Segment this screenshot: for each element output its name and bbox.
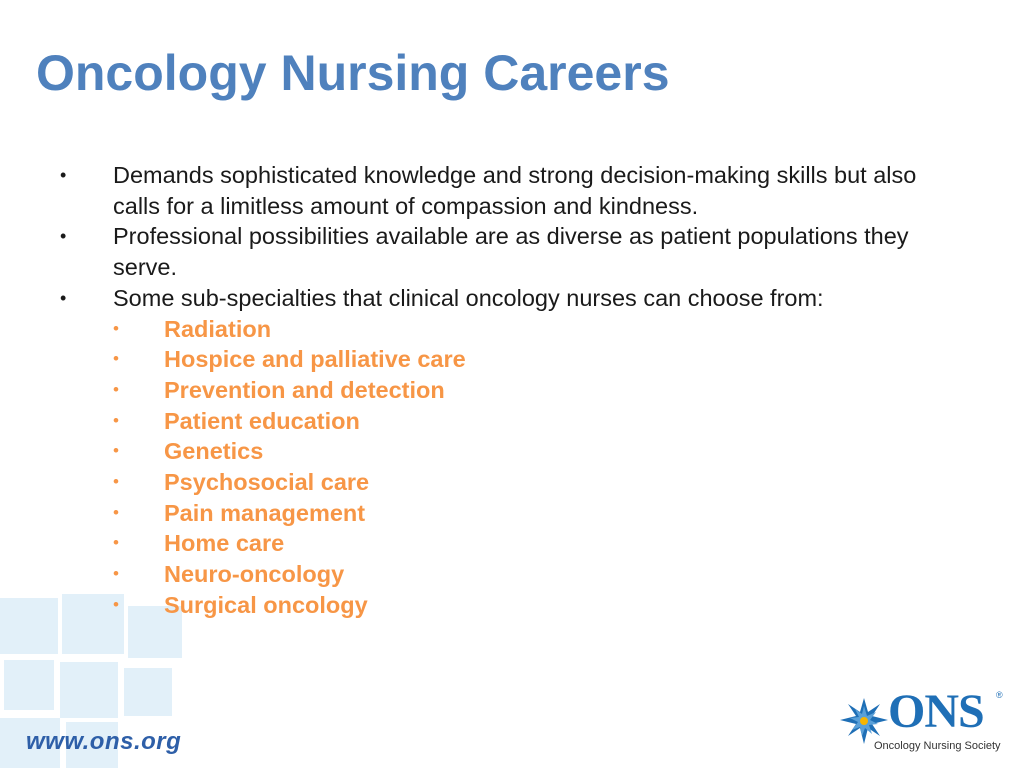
subspecialty-item [0, 498, 1024, 529]
subspecialty-text: Hospice and palliative care [164, 346, 466, 373]
subspecialty-text: Patient education [164, 407, 360, 434]
sub-bullet-glyph: • [113, 472, 119, 492]
bullet-text: Some sub-specialties that clinical oncology nurses can choose from: [113, 284, 824, 311]
subspecialty-text: Neuro-oncology [164, 561, 345, 588]
subspecialty-item [0, 590, 1024, 621]
sub-bullet-glyph: • [113, 349, 119, 369]
bullet-glyph: • [60, 165, 67, 185]
subspecialty-text: Home care [164, 530, 285, 557]
sub-bullet-glyph: • [113, 594, 119, 614]
subspecialty-text: Surgical oncology [164, 591, 368, 618]
subspecialty-text: Radiation [164, 315, 272, 342]
sub-bullet-glyph: • [113, 533, 119, 553]
bullet-item [0, 221, 1024, 282]
bullet-text: Demands sophisticated knowledge and strong decision-making skills but also calls for a limitless amount of compassion and kindness. [113, 162, 917, 219]
sub-bullet-glyph: • [113, 318, 119, 338]
bullet-content [0, 160, 1024, 621]
registered-mark: ® [996, 690, 1003, 700]
sub-bullet-glyph: • [113, 410, 119, 430]
subspecialty-item [0, 314, 1024, 345]
sub-bullet-glyph: • [113, 379, 119, 399]
ons-logo-subtitle: Oncology Nursing Society [874, 740, 1001, 752]
subspecialty-text: Psychosocial care [164, 469, 370, 496]
subspecialty-item [0, 406, 1024, 437]
sub-bullet-glyph: • [113, 564, 119, 584]
subspecialty-item [0, 559, 1024, 590]
bullet-item [0, 283, 1024, 314]
subspecialty-item [0, 436, 1024, 467]
bullet-glyph: • [60, 287, 67, 308]
ons-logo-text: ONS [888, 685, 984, 738]
subspecialty-text: Genetics [164, 438, 264, 465]
bullet-item [0, 160, 1024, 221]
subspecialty-item [0, 375, 1024, 406]
subspecialty-text: Prevention and detection [164, 376, 445, 403]
bullet-glyph: • [60, 226, 67, 247]
ons-logo [836, 685, 1016, 758]
subspecialty-text: Pain management [164, 499, 366, 526]
bullet-text: Professional possibilities available are as diverse as patient populations they serve. [113, 223, 909, 281]
subspecialty-item [0, 467, 1024, 498]
sub-bullet-glyph: • [113, 441, 119, 461]
slide-title: Oncology Nursing Careers [36, 45, 670, 101]
subspecialty-item [0, 528, 1024, 559]
subspecialty-item [0, 344, 1024, 375]
website-link[interactable]: www.ons.org [26, 728, 182, 755]
sub-bullet-glyph: • [113, 502, 119, 522]
